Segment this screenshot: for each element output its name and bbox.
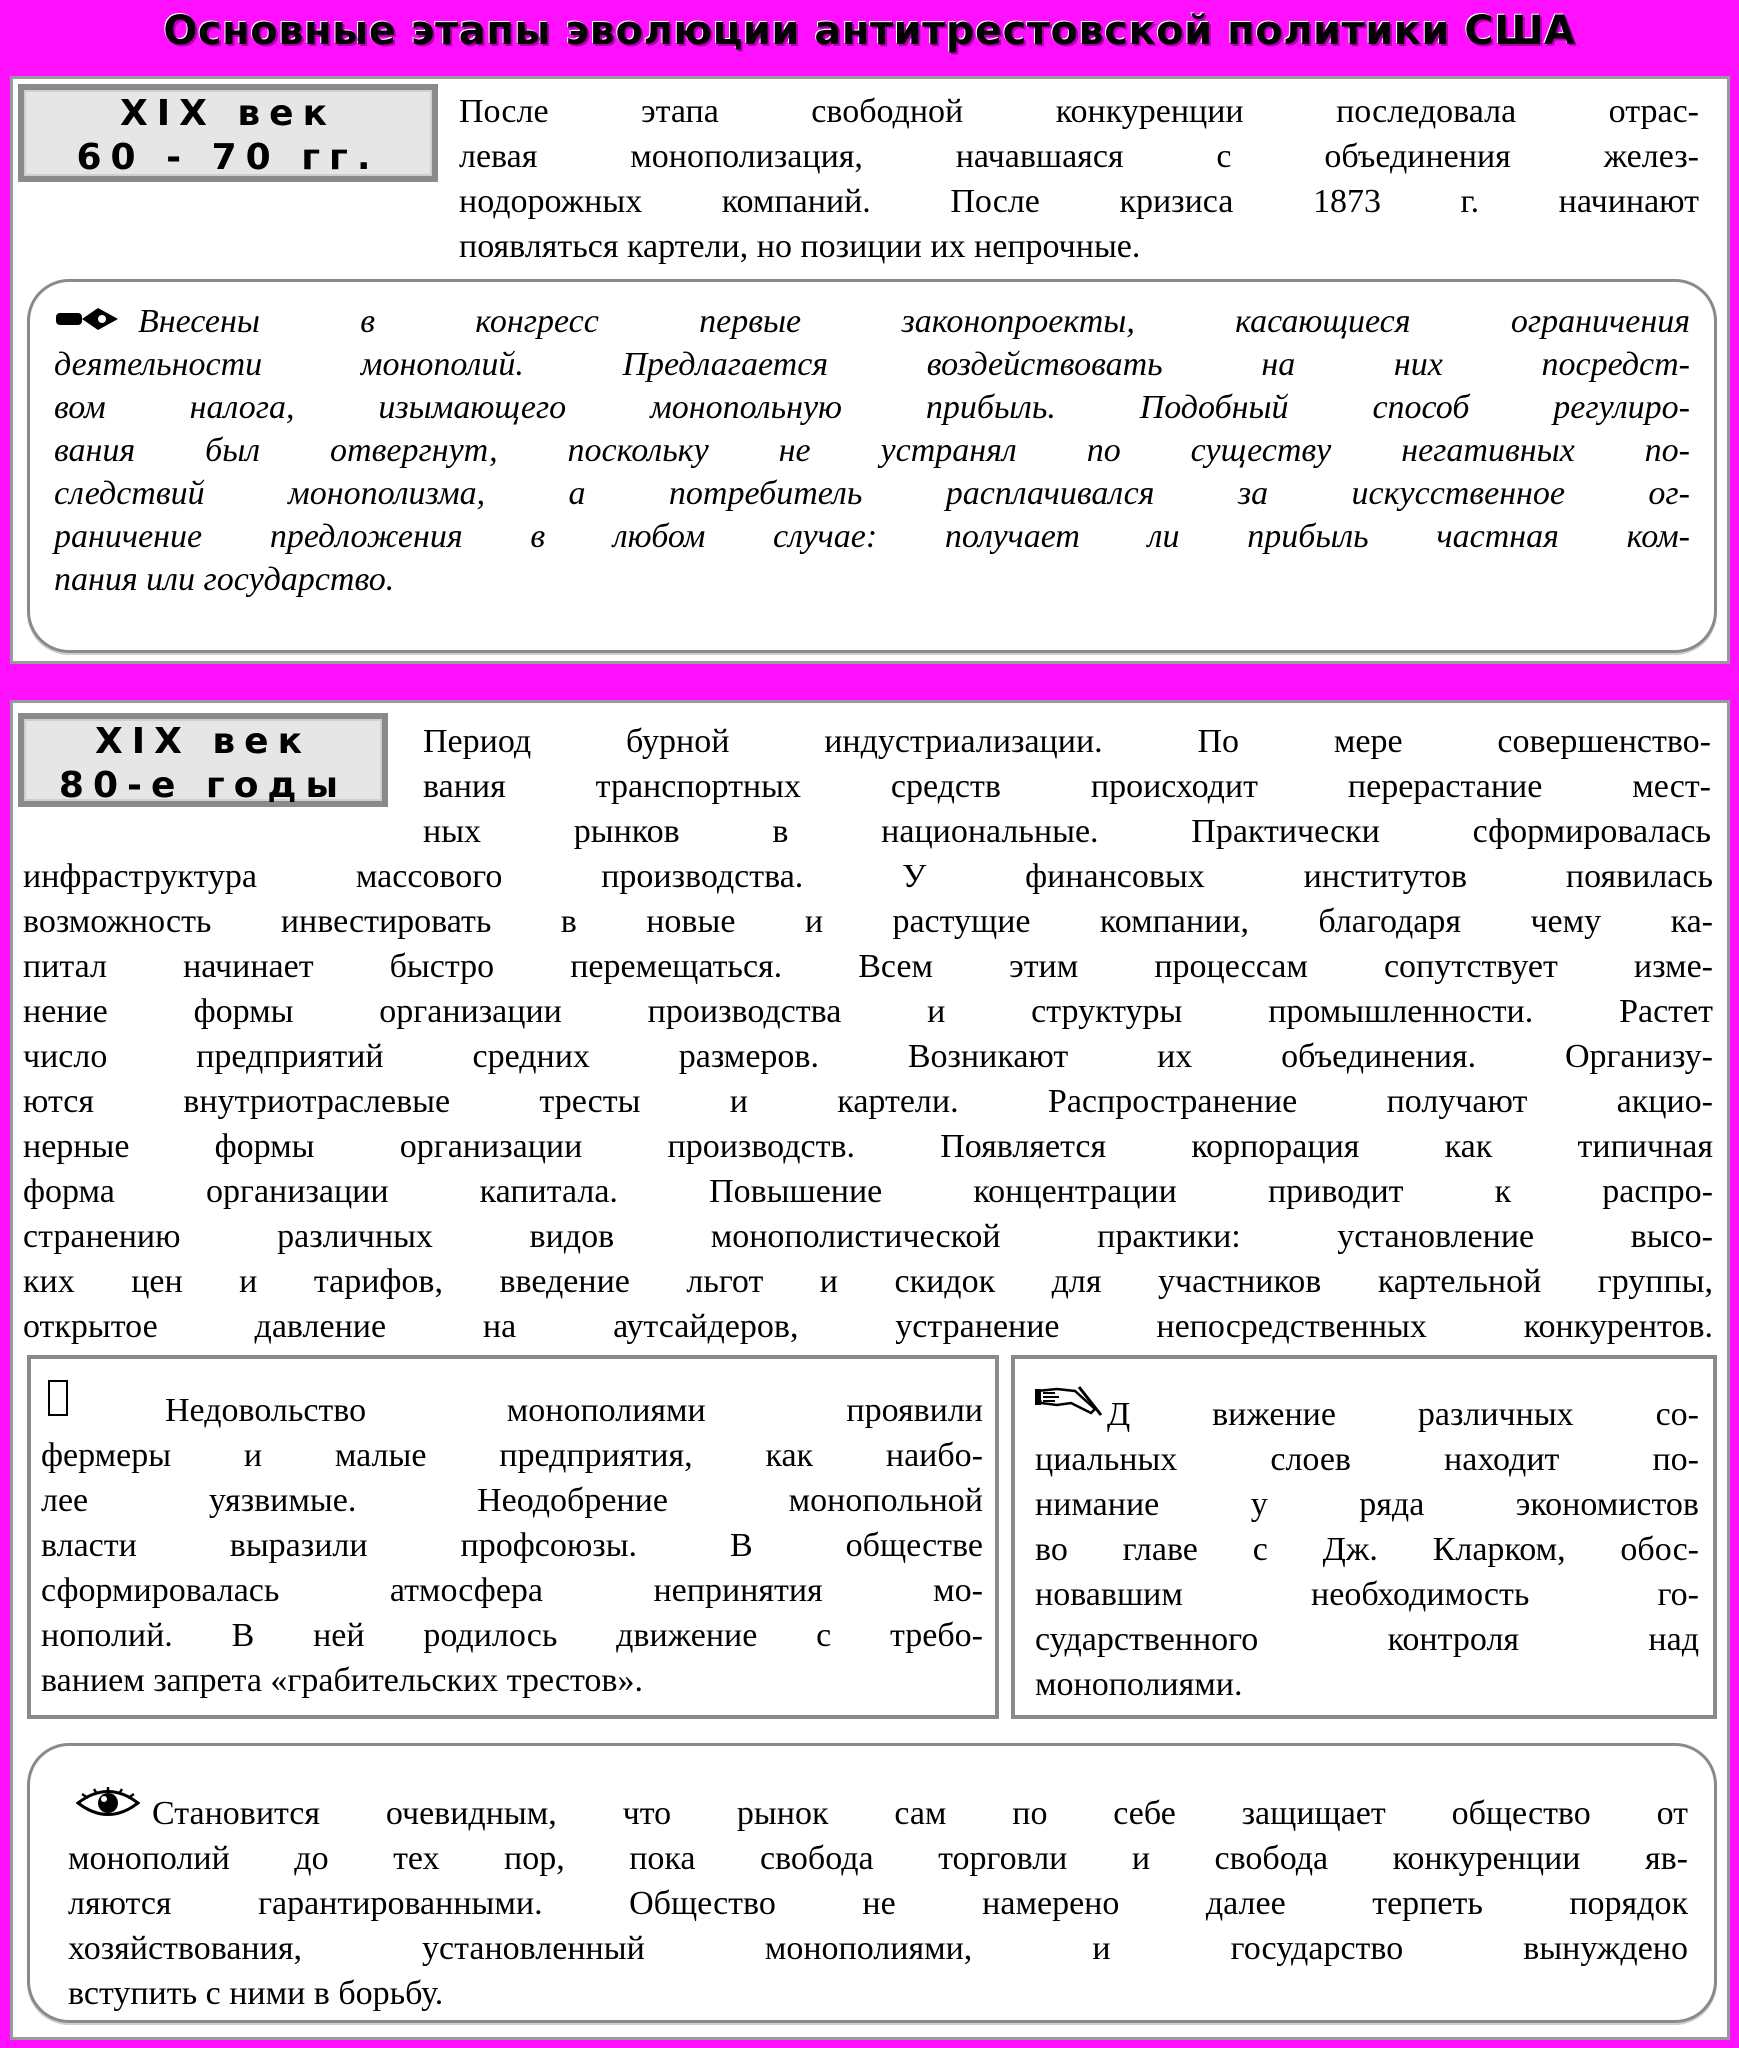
text-line: число предприятий средних размеров. Возникают их объединения. Организу-: [23, 1038, 1713, 1075]
era-label: [18, 713, 388, 807]
text-line: нодорожных компаний. После кризиса 1873 г. начинают: [459, 183, 1699, 220]
text-line: инфраструктура массового производства. У финансовых институтов появилась: [23, 858, 1713, 895]
text-line: ются внутриотраслевые тресты и картели. Распространение получают акцио-: [23, 1083, 1713, 1120]
text-line: открытое давление на аутсайдеров, устранение непосредственных конкурентов.: [23, 1308, 1713, 1345]
text-line: странению различных видов монополистической практики: установление высо-: [23, 1218, 1713, 1255]
text-line: нерные формы организации производств. Появляется корпорация как типичная: [23, 1128, 1713, 1165]
text-line: появляться картели, но позиции их непрочные.: [459, 228, 1141, 265]
eye-icon: [76, 1786, 140, 1820]
missing-glyph-box-icon: [47, 1379, 69, 1417]
text-line: раничение предложения в любом случае: получает ли прибыль частная ком-: [54, 518, 1690, 555]
text-line: лее уязвимые. Неодобрение монопольной: [41, 1482, 983, 1519]
section-60-70s: [10, 76, 1730, 664]
economists-box: [1011, 1355, 1717, 1719]
text-line: ких цен и тарифов, введение льгот и скидок для участников картельной группы,: [23, 1263, 1713, 1300]
era-years: 60 - 70 гг.: [76, 137, 380, 178]
text-line: фермеры и малые предприятия, как наибо-: [41, 1437, 983, 1474]
text-line: власти выразили профсоюзы. В обществе: [41, 1527, 983, 1564]
text-line: левая монополизация, начавшаяся с объединения желез-: [459, 138, 1699, 175]
text-line: Период бурной индустриализации. По мере совершенство-: [423, 723, 1711, 760]
section1-note-box: [27, 279, 1717, 653]
text-line: циальных слоев находит по-: [1035, 1441, 1699, 1478]
text-line: монополий до тех пор, пока свобода торговли и свобода конкуренции яв-: [68, 1840, 1688, 1877]
text-line: сформировалась атмосфера непринятия мо-: [41, 1572, 983, 1609]
conclusion-text: [68, 1786, 1688, 2016]
section1-intro: [459, 89, 1699, 269]
text-line: нополий. В ней родилось движение с требо-: [41, 1617, 983, 1654]
dissatisfaction-box: [27, 1355, 999, 1719]
text-line: следствий монополизма, а потребитель расплачивался за искусственное ог-: [54, 475, 1690, 512]
section2-intro: [423, 719, 1711, 854]
conclusion-box: [27, 1743, 1717, 2023]
text-line: форма организации капитала. Повышение концентрации приводит к распро-: [23, 1173, 1713, 1210]
text-line: вом налога, изымающего монопольную прибыль. Подобный способ регулиро-: [54, 389, 1690, 426]
text-line: После этапа свободной конкуренции последовала отрас-: [459, 93, 1699, 130]
era-label: [18, 84, 438, 182]
title-bar: [0, 0, 1739, 62]
text-line: пания или государство.: [54, 561, 395, 598]
text-line: монополиями.: [1035, 1666, 1243, 1703]
economists-text: [1035, 1379, 1699, 1707]
text-line: питал начинает быстро перемещаться. Всем этим процессам сопутствует изме-: [23, 948, 1713, 985]
text-line: возможность инвестировать в новые и растущие компании, благодаря чему ка-: [23, 903, 1713, 940]
text-line: нимание у ряда экономистов: [1035, 1486, 1699, 1523]
text-line: ляются гарантированными. Общество не намерено далее терпеть порядок: [68, 1885, 1688, 1922]
era-century: XIX век: [94, 721, 312, 762]
text-line: ванием запрета «грабительских трестов».: [41, 1662, 643, 1699]
section-80s: [10, 700, 1730, 2040]
text-line: нение формы организации производства и структуры промышленности. Растет: [23, 993, 1713, 1030]
text-line: деятельности монополий. Предлагается воздействовать на них посредст-: [54, 346, 1690, 383]
text-line: Становится очевидным, что рынок сам по себе защищает общество от: [68, 1786, 1688, 1836]
text-line: Внесены в конгресс первые законопроекты, касающиеся ограничения: [54, 300, 1690, 343]
text-line: вания транспортных средств происходит перерастание мест-: [423, 768, 1711, 805]
dissatisfaction-text: [41, 1379, 983, 1703]
text-line: вступить с ними в борьбу.: [68, 1975, 444, 2012]
writing-hand-icon: [1035, 1379, 1105, 1419]
section1-note: [54, 300, 1690, 601]
text-line: вания был отвергнут, поскольку не устранял по существу негативных по-: [54, 432, 1690, 469]
section2-body: [23, 854, 1713, 1349]
era-years: 80-е годы: [58, 765, 348, 806]
era-century: XIX век: [119, 93, 337, 134]
text-line: новавшим необходимость го-: [1035, 1576, 1699, 1613]
text-line: сударственного контроля над: [1035, 1621, 1699, 1658]
text-line: во главе с Дж. Кларком, обос-: [1035, 1531, 1699, 1568]
text-line: хозяйствования, установленный монополиями, и государство вынуждено: [68, 1930, 1688, 1967]
page-title: Основные этапы эволюции антитрестовской политики США: [163, 8, 1576, 54]
text-line: ных рынков в национальные. Практически сформировалась: [423, 813, 1711, 850]
text-line: Д вижение различных со-: [1035, 1379, 1699, 1437]
text-line: Недовольство монополиями проявили: [41, 1379, 983, 1433]
pen-nib-icon: [54, 304, 120, 334]
